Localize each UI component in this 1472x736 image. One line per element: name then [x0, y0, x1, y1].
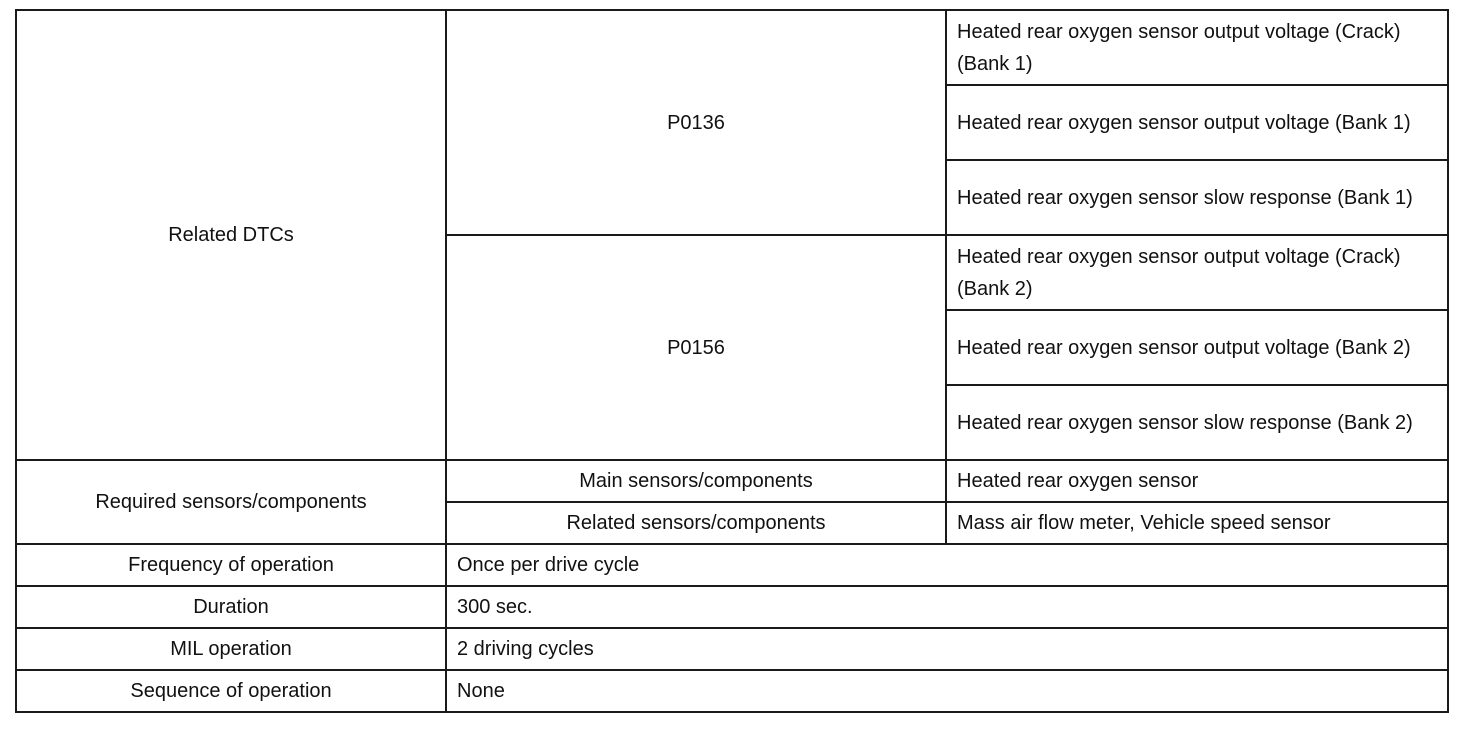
mil-operation-value: 2 driving cycles	[446, 628, 1448, 670]
dtc-spec-table	[15, 9, 1449, 713]
table-row	[16, 460, 1448, 502]
dtc-description: Heated rear oxygen sensor output voltage (Bank 2)	[946, 310, 1448, 385]
duration-value: 300 sec.	[446, 586, 1448, 628]
sequence-label: Sequence of operation	[16, 670, 446, 712]
dtc-code-p0136: P0136	[446, 10, 946, 235]
dtc-code-p0156: P0156	[446, 235, 946, 460]
dtc-description: Heated rear oxygen sensor slow response (Bank 2)	[946, 385, 1448, 460]
frequency-value: Once per drive cycle	[446, 544, 1448, 586]
main-sensors-value: Heated rear oxygen sensor	[946, 460, 1448, 502]
related-sensors-value: Mass air flow meter, Vehicle speed sensor	[946, 502, 1448, 544]
table-row	[16, 544, 1448, 586]
table-row	[16, 10, 1448, 85]
related-dtcs-label: Related DTCs	[16, 10, 446, 460]
mil-operation-label: MIL operation	[16, 628, 446, 670]
main-sensors-label: Main sensors/components	[446, 460, 946, 502]
dtc-description: Heated rear oxygen sensor output voltage (Crack) (Bank 2)	[946, 235, 1448, 310]
table-row	[16, 586, 1448, 628]
sequence-value: None	[446, 670, 1448, 712]
duration-label: Duration	[16, 586, 446, 628]
table-row	[16, 670, 1448, 712]
required-sensors-label: Required sensors/components	[16, 460, 446, 544]
dtc-description: Heated rear oxygen sensor slow response (Bank 1)	[946, 160, 1448, 235]
related-sensors-label: Related sensors/components	[446, 502, 946, 544]
dtc-description: Heated rear oxygen sensor output voltage (Bank 1)	[946, 85, 1448, 160]
table-row	[16, 628, 1448, 670]
dtc-description: Heated rear oxygen sensor output voltage (Crack) (Bank 1)	[946, 10, 1448, 85]
frequency-label: Frequency of operation	[16, 544, 446, 586]
